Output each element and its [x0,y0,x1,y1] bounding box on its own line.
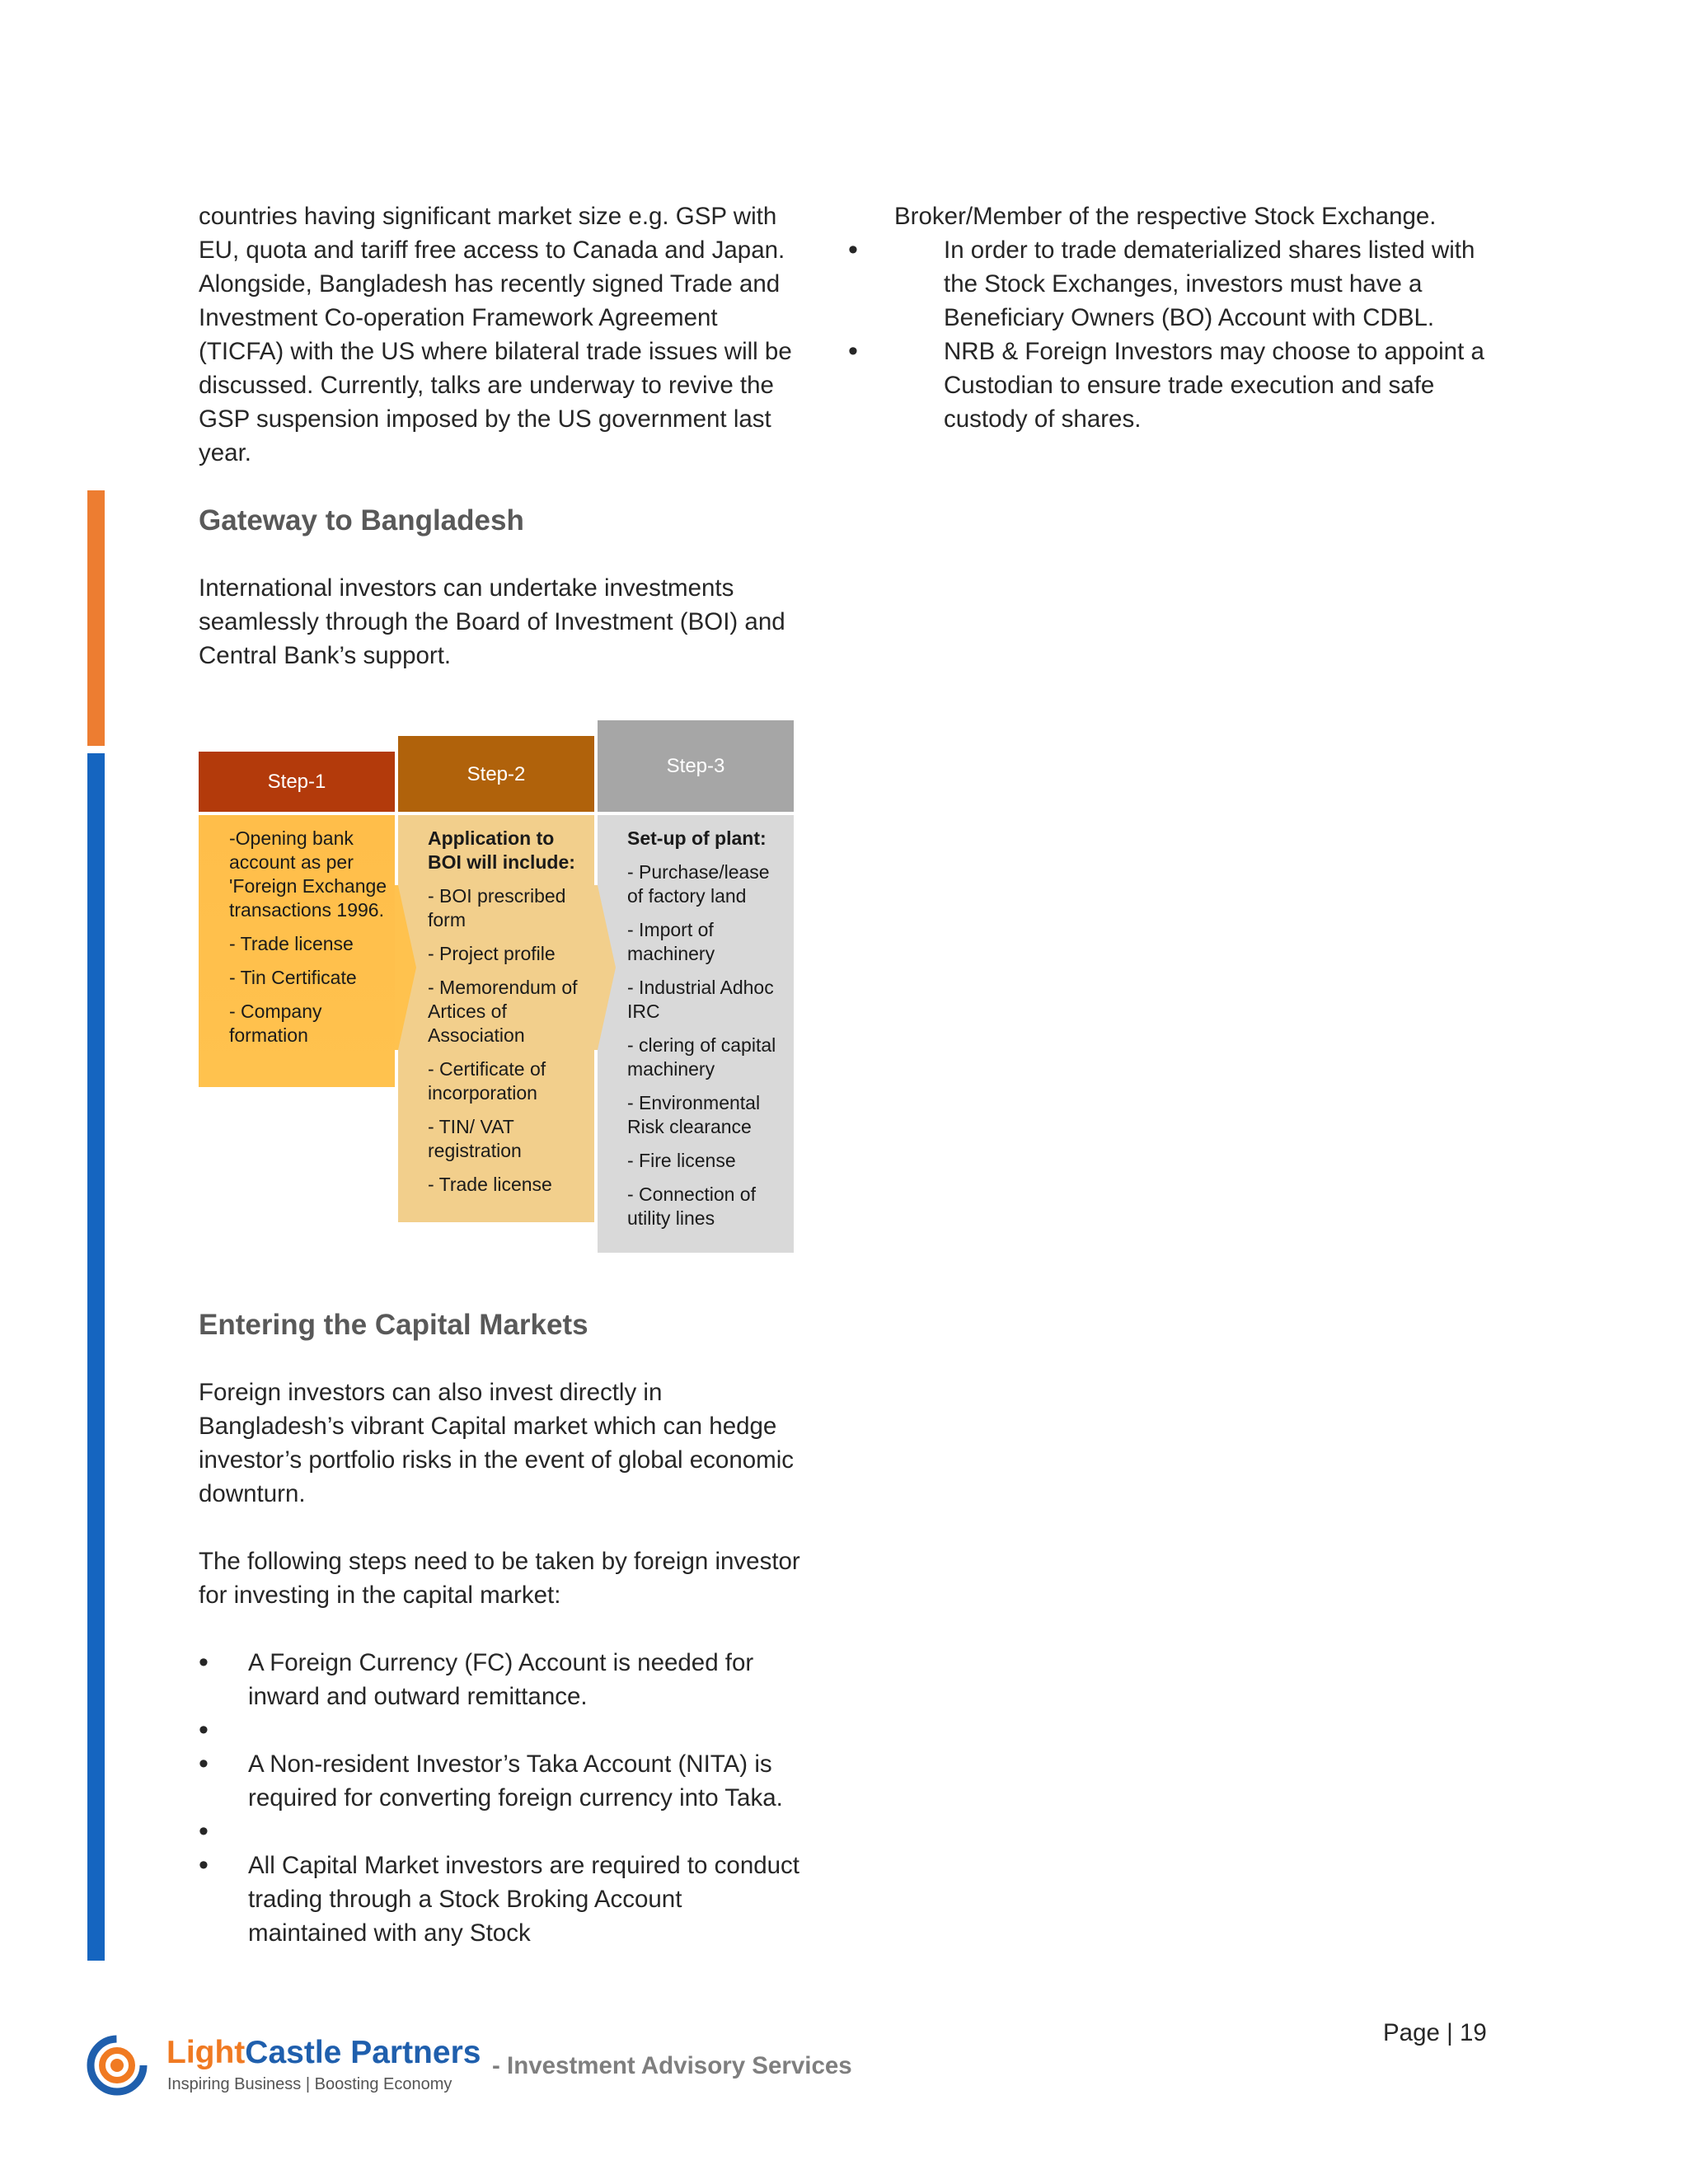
brand-light: Light [166,2035,246,2070]
lightcastle-logo-icon [85,2033,149,2097]
step3-title: Set-up of plant: [627,827,767,849]
step3-item: - Industrial Adhoc IRC [627,977,774,1022]
capital-heading: Entering the Capital Markets [199,1309,588,1341]
step2-item: - TIN/ VAT registration [428,1116,522,1161]
step1-item: - Company formation [229,1001,322,1046]
step1-label: Step-1 [267,771,326,793]
list-item: • A Foreign Currency (FC) Account is needed for inward and outward remittance. [199,1646,804,1713]
list-item: • A Non-resident Investor’s Taka Account (NITA) is required for converting foreign currency into Taka. [199,1747,804,1815]
step3-item: - clering of capital machinery [627,1034,776,1080]
step1-item: - Tin Certificate [229,967,357,988]
step2-label: Step-2 [467,762,526,785]
step2-item: - Project profile [428,943,556,964]
step1-body [199,815,395,1087]
page-number: Page | 19 [1383,2019,1487,2046]
capital-paragraph: Foreign investors can also invest directly in Bangladesh’s vibrant Capital market which can hedge investor’s portfolio risks in the event of global economic downturn. [199,1379,795,1507]
step3-item: - Connection of utility lines [627,1183,756,1229]
step2-chevron-arrow [594,885,619,1050]
investment-steps-diagram [199,720,794,1260]
list-item: • In order to trade dematerialized shares listed with the Stock Exchanges, investors must have a Beneficiary Owners (BO) Account with CDBL. [894,233,1500,335]
step2-header [398,736,594,812]
step3-header [598,720,794,812]
step2-title: Application to BOI will include: [428,827,575,873]
list-item: • All Capital Market investors are required to conduct trading through a Stock Broking Account maintained with any Stock [199,1849,804,1950]
accent-bar-orange [87,490,105,746]
brand-tagline: Inspiring Business | Boosting Economy [167,2075,452,2093]
capital-steps-list [199,1646,804,1950]
brand-name [166,2034,481,2072]
accent-bar-blue [87,753,105,1961]
step2-item: - Memorendum of Artices of Association [428,977,578,1046]
continuation-text: Broker/Member of the respective Stock Exchange. [894,203,1437,230]
step3-item: - Purchase/lease of factory land [627,861,770,907]
right-bullet-list [944,233,1500,436]
capital-paragraph: The following steps need to be taken by foreign investor for investing in the capital market: [199,1548,800,1609]
step3-item: - Import of machinery [627,919,715,964]
step1-item: -Opening bank account as per 'Foreign Exchange transactions 1996. [229,827,387,921]
gateway-heading: Gateway to Bangladesh [199,504,524,537]
step3-item: - Fire license [627,1150,736,1171]
step1-header [199,752,395,812]
step2-body [398,815,594,1222]
step3-label: Step-3 [666,755,725,777]
step2-item: - BOI prescribed form [428,885,566,930]
step3-item: - Environmental Risk clearance [627,1092,761,1137]
intro-paragraph: countries having significant market size e.g. GSP with EU, quota and tariff free access to Canada and Japan. Alongside, Bangladesh has recently signed Trade and Investment Co-operation Framework Agreement (TICFA) with the US where bilateral trade issues will be discussed. Currently, talks are underway to revive the GSP suspension imposed by the US government last year. [199,203,792,466]
step3-body [598,815,794,1253]
brand-rest: Castle Partners [245,2035,481,2070]
service-label: - Investment Advisory Services [492,2052,852,2079]
gateway-paragraph: International investors can undertake investments seamlessly through the Board of Investment (BOI) and Central Bank’s support. [199,574,785,669]
list-item: • NRB & Foreign Investors may choose to appoint a Custodian to ensure trade execution and safe custody of shares. [894,335,1500,436]
step1-chevron-arrow [395,885,420,1050]
right-column [894,199,1500,436]
step2-item: - Certificate of incorporation [428,1058,546,1104]
step2-item: - Trade license [428,1174,552,1195]
left-column [199,199,804,1950]
step1-item: - Trade license [229,933,354,954]
